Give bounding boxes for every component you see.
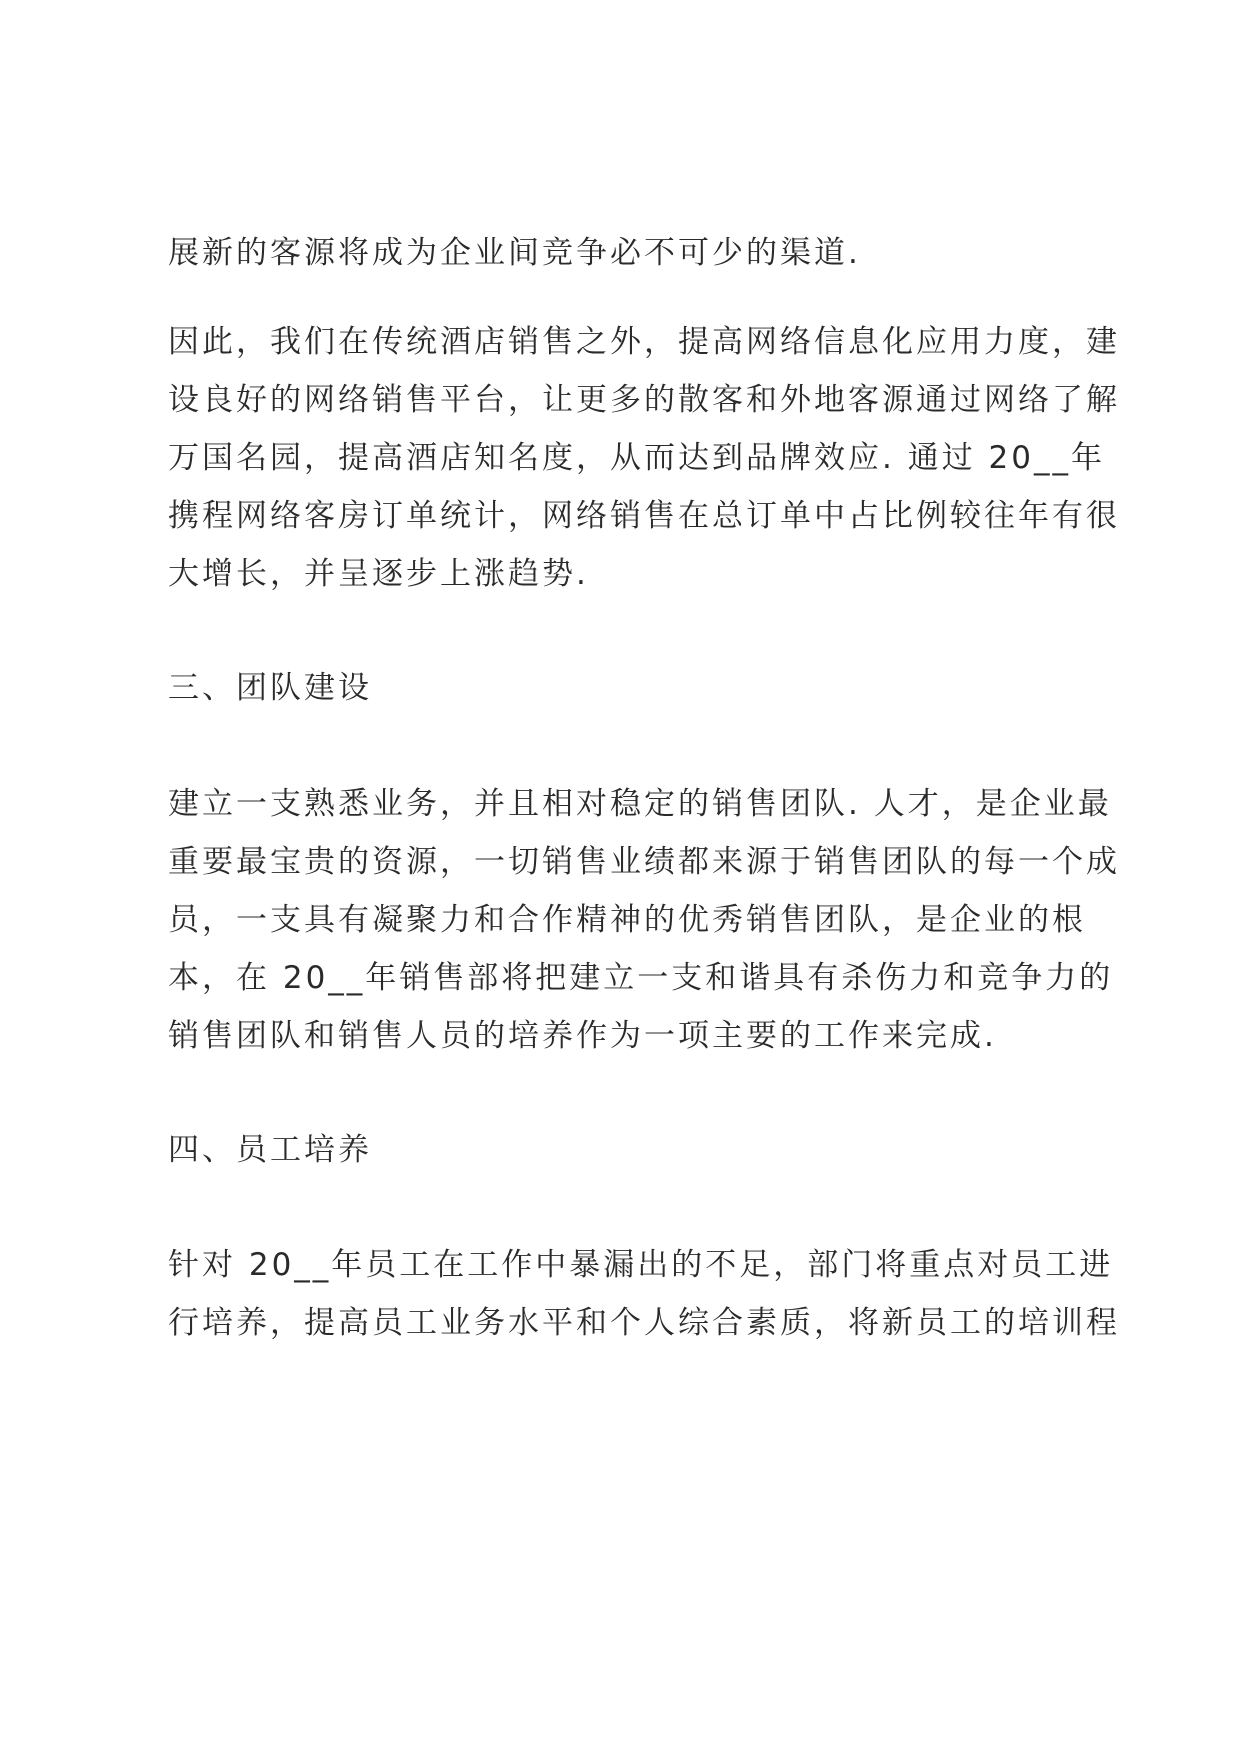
paragraph-3-line-1: 建立一支熟悉业务，并且相对稳定的销售团队. 人才，是企业最 (168, 786, 1112, 822)
paragraph-2-line-4: 携程网络客房订单统计，网络销售在总订单中占比例较往年有很 (168, 498, 1120, 534)
paragraph-2-line-3: 万国名园，提高酒店知名度，从而达到品牌效应. 通过 20__年 (168, 440, 1106, 476)
paragraph-3-line-3: 员，一支具有凝聚力和合作精神的优秀销售团队，是企业的根 (168, 902, 1086, 938)
section-heading-team-building: 三、团队建设 (168, 670, 372, 706)
section-heading-staff-training: 四、员工培养 (168, 1132, 372, 1168)
paragraph-1-line-1: 展新的客源将成为企业间竞争必不可少的渠道. (168, 235, 861, 271)
paragraph-3-line-4: 本，在 20__年销售部将把建立一支和谐具有杀伤力和竞争力的 (168, 960, 1114, 996)
paragraph-3-line-2: 重要最宝贵的资源，一切销售业绩都来源于销售团队的每一个成 (168, 844, 1120, 880)
paragraph-4-line-2: 行培养，提高员工业务水平和个人综合素质，将新员工的培训程 (168, 1305, 1120, 1341)
paragraph-2-line-1: 因此，我们在传统酒店销售之外，提高网络信息化应用力度，建 (168, 324, 1120, 360)
paragraph-2-line-2: 设良好的网络销售平台，让更多的散客和外地客源通过网络了解 (168, 382, 1120, 418)
paragraph-4-line-1: 针对 20__年员工在工作中暴漏出的不足，部门将重点对员工进 (168, 1247, 1114, 1283)
paragraph-2-line-5: 大增长，并呈逐步上涨趋势. (168, 556, 589, 592)
paragraph-3-line-5: 销售团队和销售人员的培养作为一项主要的工作来完成. (168, 1018, 997, 1054)
